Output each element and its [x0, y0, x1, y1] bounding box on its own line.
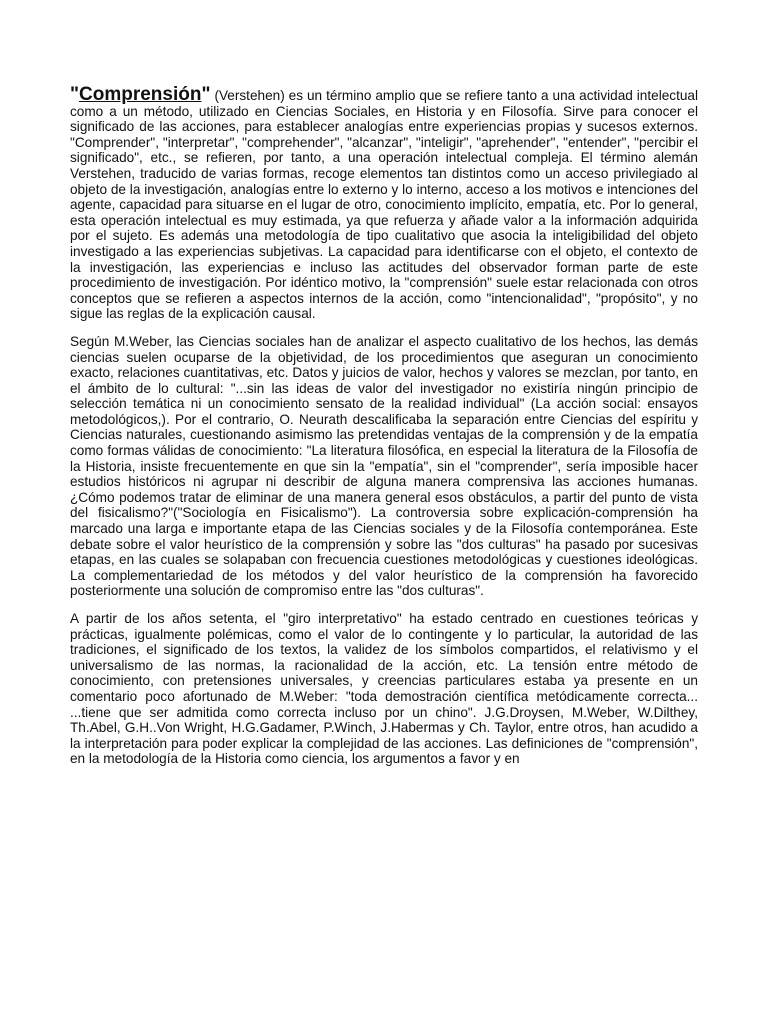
paragraph-2: Según M.Weber, las Ciencias sociales han de analizar el aspecto cualitativo de los hechos, las demás ciencias suelen ocuparse de la objetividad, de los procedimientos que aseguran un conocimiento exacto, relaciones cuantitativas, etc. Datos y juicios de valor, hechos y valores se mezclan, por tanto, en el ámbito de lo cultural: "...sin las ideas de valor del investigador no existiría ningún principio de selección temática ni un conocimiento sensato de la realidad individual" (La acción social: ensayos metodológicos,). Por el contrario, O. Neurath descalificaba la separación entre Ciencias del espíritu y Ciencias naturales, cuestionando asimismo las pretendidas ventajas de la comprensión y de la empatía como formas válidas de conocimiento: "La literatura filosófica, en especial la literatura de la Filosofía de la Historia, insiste frecuentemente en que sin la "empatía", sin el "comprender", sería imposible hacer estudios históricos ni agrupar ni describir de alguna manera comprensiva las acciones humanas. ¿Cómo podemos tratar de eliminar de una manera general esos obstáculos, a partir del punto de vista del fisicalismo?"("Sociología en Fisicalismo"). La controversia sobre explicación-comprensión ha marcado una larga e importante etapa de las Ciencias sociales y de la Filosofía contemporánea. Este debate sobre el valor heurístico de la comprensión y sobre las "dos culturas" ha pasado por sucesivas etapas, en las cuales se solapaban con frecuencia cuestiones metodológicas y cuestiones ideológicas. La complementariedad de los métodos y del valor heurístico de la comprensión ha favorecido posteriormente una solución de compromiso entre las "dos culturas".: [70, 333, 698, 599]
paragraph-1: [70, 84, 698, 322]
term-open-quote: ": [70, 84, 80, 105]
document-page: [70, 84, 698, 779]
paragraph-1-text: (Verstehen) es un término amplio que se refiere tanto a una actividad intelectual como a un método, utilizado en Ciencias Sociales, en Historia y en Filosofía. Sirve para conocer el significado de las acciones, para establecer analogías entre experiencias propias y sucesos externos. "Comprender", "interpretar", "comprehender", "alcanzar", "inteligir", "aprehender", "entender", "percibir el significado", etc., se refieren, por tanto, a una operación intelectual compleja. El término alemán Verstehen, traducido de varias formas, recoge elementos tan distintos como un acceso privilegiado al objeto de la investigación, analogías entre lo externo y lo interno, acceso a los motivos e intenciones del agente, capacidad para situarse en el lugar de otro, conocimiento implícito, empatía, etc. Por lo general, esta operación intelectual es muy estimada, ya que refuerza y añade valor a la información adquirida por el sujeto. Es además una metodología de tipo cualitativo que asocia la inteligibilidad del objeto investigado a las experiencias subjetivas. La capacidad para identificarse con el objeto, el contexto de la investigación, las experiencias e incluso las actitudes del observador forman parte de este procedimiento de investigación. Por idéntico motivo, la "comprensión" suele estar relacionada con otros conceptos que se refieren a aspectos internos de la acción, como "intencionalidad", "propósito", y no sigue las reglas de la explicación causal.: [70, 88, 698, 322]
paragraph-3: A partir de los años setenta, el "giro interpretativo" ha estado centrado en cuestiones teóricas y prácticas, igualmente polémicas, como el valor de lo contingente y lo particular, la autoridad de las tradiciones, el significado de los textos, la validez de los símbolos compartidos, el relativismo y el universalismo de las normas, la racionalidad de la acción, etc. La tensión entre método de conocimiento, con pretensiones universales, y creencias particulares estaba ya presente en un comentario poco afortunado de M.Weber: "toda demostración científica metódicamente correcta... ...tiene que ser admitida como correcta incluso por un chino". J.G.Droysen, M.Weber, W.Dilthey, Th.Abel, G.H..Von Wright, H.G.Gadamer, P.Winch, J.Habermas y Ch. Taylor, entre otros, han acudido a la interpretación para poder explicar la complejidad de las acciones. Las definiciones de "comprensión", en la metodología de la Historia como ciencia, los argumentos a favor y en: [70, 611, 698, 767]
term-heading: [70, 84, 210, 105]
term-close-quote: ": [201, 84, 211, 105]
term-word: Comprensión: [79, 84, 202, 105]
